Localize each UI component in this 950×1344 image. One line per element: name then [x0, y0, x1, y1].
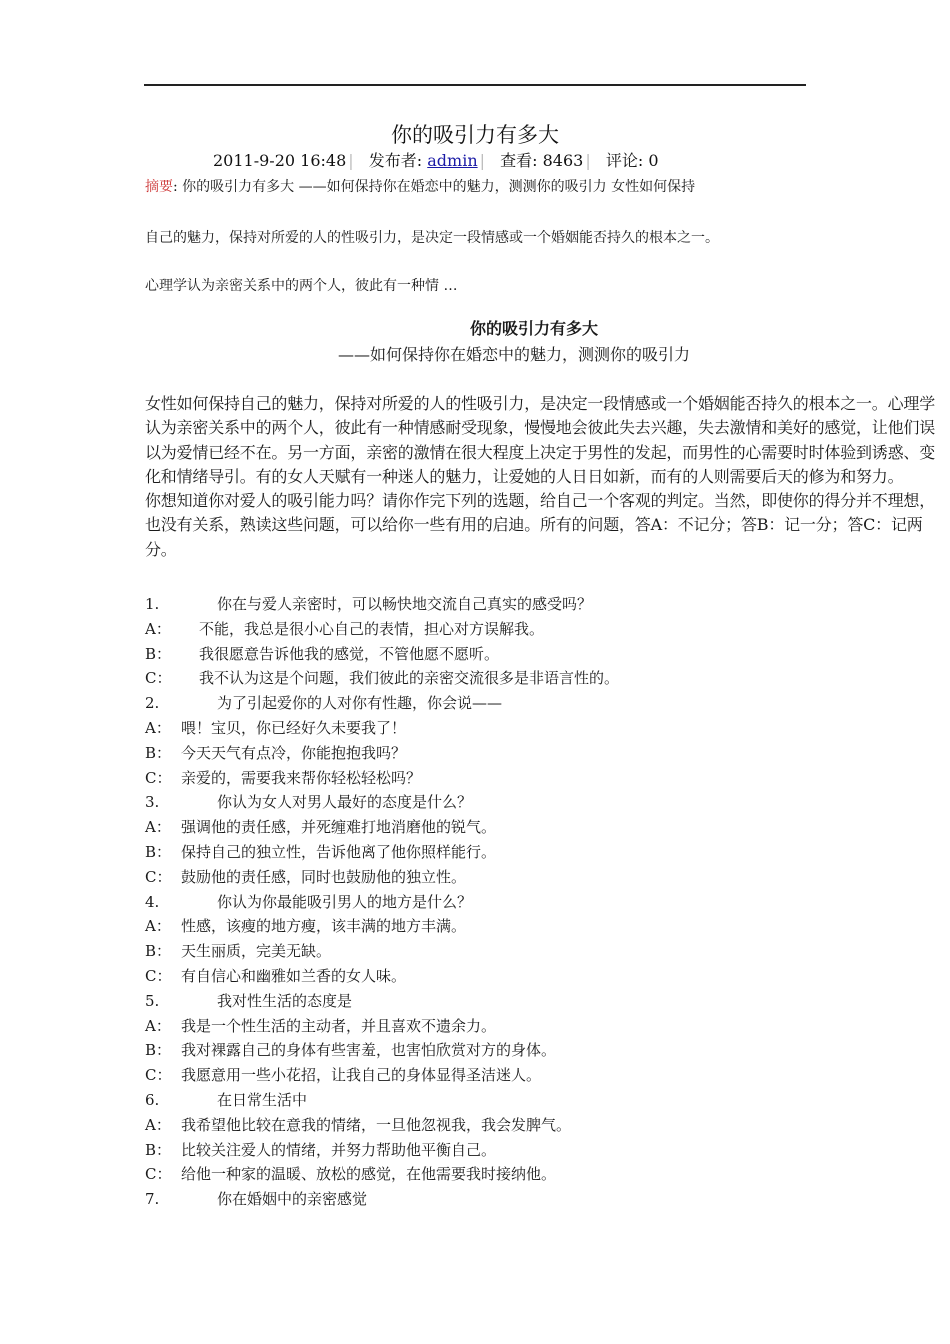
answer-option	[145, 617, 905, 642]
answer-option	[145, 964, 905, 989]
answer-option	[145, 766, 905, 791]
meta-divider: |	[479, 151, 486, 170]
summary-text-1: : 你的吸引力有多大 ——如何保持你在婚恋中的魅力，测测你的吸引力 女性如何保持	[173, 179, 696, 195]
meta-divider: |	[348, 151, 354, 170]
answer-option-marker: B：	[145, 743, 172, 762]
answer-option	[145, 939, 905, 964]
answer-option-marker: A：	[145, 1115, 171, 1134]
answer-option-text: 不能，我总是很小心自己的表情，担心对方误解我。	[199, 619, 545, 638]
comments-count: 0	[648, 151, 659, 170]
question-item	[145, 790, 905, 815]
summary-line-3: 心理学认为亲密关系中的两个人，彼此有一种情 …	[145, 278, 458, 294]
answer-option-marker: B：	[145, 1041, 172, 1060]
question-item-text: 为了引起爱你的人对你有性趣，你会说——	[217, 694, 503, 713]
answer-option-text: 天生丽质，完美无缺。	[181, 942, 332, 961]
post-datetime: 2011-9-20 16:48	[213, 151, 347, 170]
answer-option-text: 我是一个性生活的主动者，并且喜欢不遗余力。	[181, 1016, 497, 1035]
answer-option-marker: C：	[145, 1165, 172, 1184]
answer-option-marker: B：	[145, 842, 172, 861]
question-item-text: 你认为你最能吸引男人的地方是什么？	[217, 892, 473, 911]
question-item	[145, 592, 905, 617]
question-item-marker: 4.	[145, 892, 160, 911]
page-title: 你的吸引力有多大	[391, 123, 559, 147]
publisher-label: 发布者:	[368, 151, 423, 170]
answer-option	[145, 716, 905, 741]
answer-option-marker: C：	[145, 867, 172, 886]
answer-option	[145, 815, 905, 840]
answer-option	[145, 642, 905, 667]
answer-option-marker: A：	[145, 917, 171, 936]
answer-option	[145, 1038, 905, 1063]
answer-option	[145, 840, 905, 865]
answer-option-marker: B：	[145, 942, 172, 961]
answer-option-text: 比较关注爱人的情绪，并努力帮助他平衡自己。	[181, 1140, 497, 1159]
question-item-text: 我对性生活的态度是	[217, 991, 353, 1010]
summary-line-1	[145, 177, 825, 197]
question-item-text: 你认为女人对男人最好的态度是什么？	[217, 793, 473, 812]
question-item-marker: 1.	[145, 595, 160, 613]
question-item-marker: 6.	[145, 1090, 160, 1109]
answer-option-text: 给他一种家的温暖、放松的感觉，在他需要我时接纳他。	[181, 1165, 557, 1184]
question-item	[145, 890, 905, 915]
article-meta	[213, 151, 659, 171]
answer-option	[145, 914, 905, 939]
answer-option-marker: C：	[145, 768, 172, 787]
answer-option-text: 我希望他比较在意我的情绪，一旦他忽视我，我会发脾气。	[181, 1115, 572, 1134]
publisher-link[interactable]: admin	[427, 151, 478, 170]
answer-option	[145, 1063, 905, 1088]
answer-option-text: 喂！宝贝，你已经好久未要我了！	[181, 718, 407, 737]
question-item	[145, 1187, 905, 1212]
header-rule	[144, 84, 806, 86]
answer-option-marker: A：	[145, 1016, 171, 1035]
answer-option-text: 我对裸露自己的身体有些害羞，也害怕欣赏对方的身体。	[181, 1041, 557, 1060]
answer-option-marker: A：	[145, 619, 171, 638]
question-item-marker: 5.	[145, 991, 160, 1010]
answer-option-text: 鼓励他的责任感，同时也鼓励他的独立性。	[181, 867, 467, 886]
question-item-text: 你在婚姻中的亲密感觉	[217, 1190, 368, 1209]
answer-option-text: 强调他的责任感，并死缠难打地消磨他的锐气。	[181, 818, 497, 837]
question-item-text: 在日常生活中	[217, 1090, 308, 1109]
answer-option-text: 性感，该瘦的地方瘦，该丰满的地方丰满。	[181, 917, 467, 936]
answer-option-marker: A：	[145, 718, 171, 737]
answer-option-text: 亲爱的，需要我来帮你轻松轻松吗？	[181, 768, 422, 787]
answer-option-text: 有自信心和幽雅如兰香的女人味。	[181, 966, 407, 985]
article-body	[145, 392, 943, 562]
answer-option	[145, 1162, 905, 1187]
answer-option-text: 我不认为这是个问题，我们彼此的亲密交流很多是非语言性的。	[199, 669, 620, 688]
answer-option-marker: B：	[145, 1140, 172, 1159]
summary-label: 摘要	[145, 179, 173, 195]
answer-option	[145, 1113, 905, 1138]
question-item-text: 你在与爱人亲密时，可以畅快地交流自己真实的感受吗？	[217, 595, 593, 613]
views-count: 8463	[542, 151, 584, 170]
question-item-marker: 2.	[145, 694, 160, 713]
answer-option	[145, 1138, 905, 1163]
question-item	[145, 989, 905, 1014]
instructions-paragraph: 你想知道你对爱人的吸引能力吗？请你作完下列的选题，给自己一个客观的判定。当然，即使你的得分并不理想，也没有关系，熟读这些问题，可以给你一些有用的启迪。所有的问题，答A：不记分；答B：记一分；答C：记两分。	[145, 491, 936, 559]
question-item	[145, 691, 905, 716]
question-item	[145, 1088, 905, 1113]
comments-label: 评论:	[605, 151, 644, 170]
answer-option-marker: C：	[145, 669, 172, 688]
meta-divider: |	[585, 151, 591, 170]
answer-option-marker: C：	[145, 1066, 172, 1085]
intro-paragraph: 女性如何保持自己的魅力，保持对所爱的人的性吸引力，是决定一段情感或一个婚姻能否持久的根本之一。心理学认为亲密关系中的两个人，彼此有一种情感耐受现象，慢慢地会彼此失去兴趣，失去激情和美好的感觉，让他们误以为爱情已经不在。另一方面，亲密的激情在很大程度上决定于男性的发起，而男性的心需要时时体验到诱惑、变化和情绪导引。有的女人天赋有一种迷人的魅力，让爱她的人日日如新，而有的人则需要后天的修为和努力。	[145, 394, 936, 486]
article-heading: 你的吸引力有多大	[470, 319, 599, 338]
answer-option	[145, 666, 905, 691]
answer-option-marker: A：	[145, 818, 171, 837]
views-label: 查看:	[500, 151, 538, 170]
answer-option-marker: B：	[145, 644, 172, 663]
summary-line-2: 自己的魅力，保持对所爱的人的性吸引力，是决定一段情感或一个婚姻能否持久的根本之一。	[145, 230, 719, 246]
article-subheading: ——如何保持你在婚恋中的魅力，测测你的吸引力	[338, 345, 691, 364]
question-item-marker: 3.	[145, 793, 160, 812]
question-item-marker: 7.	[145, 1190, 160, 1209]
answer-option	[145, 1014, 905, 1039]
answer-option	[145, 865, 905, 890]
answer-option-text: 我很愿意告诉他我的感觉，不管他愿不愿听。	[199, 644, 500, 663]
answer-option-text: 保持自己的独立性，告诉他离了他你照样能行。	[181, 842, 497, 861]
question-list	[145, 592, 905, 1212]
answer-option	[145, 741, 905, 766]
answer-option-text: 今天天气有点冷，你能抱抱我吗？	[181, 743, 407, 762]
answer-option-marker: C：	[145, 966, 172, 985]
answer-option-text: 我愿意用一些小花招，让我自己的身体显得圣洁迷人。	[181, 1066, 542, 1085]
